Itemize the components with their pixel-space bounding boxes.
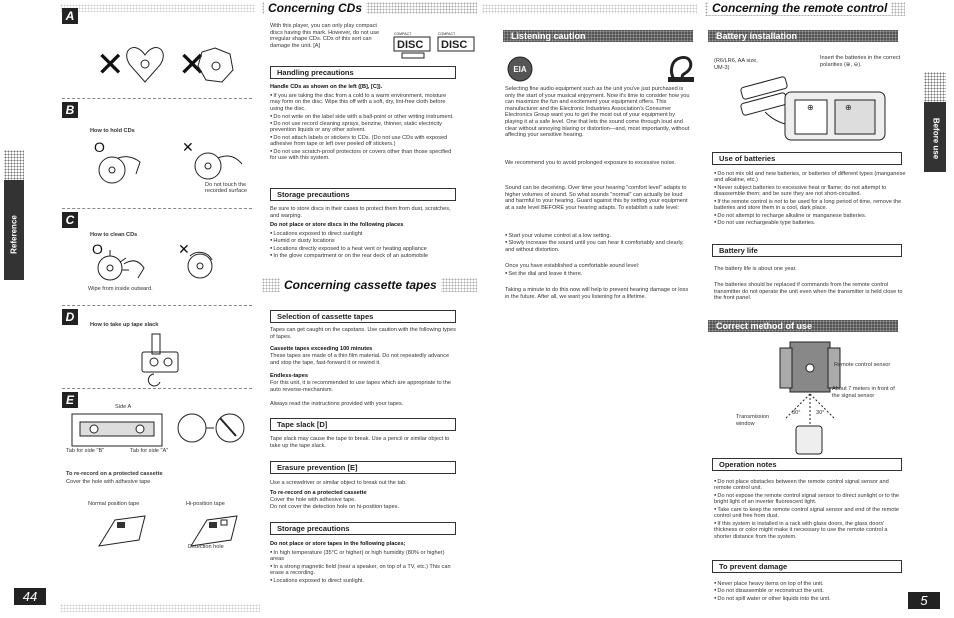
list-item: ● Do not expose the remote control signal sensor to direct sunlight or to the bright light of an inverter fluorescent light. — [714, 492, 906, 506]
top-dot-band-left — [60, 4, 255, 12]
cass-storage-head: Do not place or store tapes in the following places; — [270, 541, 406, 547]
angle-left-label: 30° — [792, 410, 801, 416]
svg-text:✕: ✕ — [182, 139, 194, 155]
handling-head: Handle CDs as shown on the left ([B], [C]). — [270, 84, 383, 90]
battery-life-text-2: The batteries should be replaced if commands from the remote control transmitter do not operate the unit even when the transmitter is held close to the front panel. — [714, 282, 903, 302]
page-number-right: 5 — [908, 592, 940, 609]
figure-letter-e: E — [62, 392, 78, 408]
cover-hole-caption: Cover the hole with adhesive tape — [66, 479, 151, 485]
rerec-text-2: Do not cover the detection hole on hi-position tapes. — [270, 504, 400, 510]
normal-tape-caption: Normal position tape — [88, 501, 140, 507]
cds-storage-box: Storage precautions — [270, 188, 456, 201]
listen-p5: Taking a minute to do this now will help to prevent hearing damage or loss in the future. After all, we want you listening for a lifetime. — [505, 287, 689, 300]
cds-section-title: Concerning CDs — [264, 1, 366, 15]
svg-text:DISC: DISC — [397, 39, 424, 51]
ear-logo-icon — [668, 55, 694, 83]
erasure-text: Use a screwdriver or similar object to break out the tab. — [270, 480, 407, 486]
endless-text: For this unit, it is recommended to use tapes which are appropriate to the auto reverse-mechanism. — [270, 380, 451, 393]
exceed-head: Cassette tapes exceeding 100 minutes — [270, 346, 373, 352]
use-of-batteries-box: Use of batteries — [712, 152, 902, 165]
list-item: ● Do not attach labels or stickers to CDs. (Do not use CDs with exposed adhesive from tape or left over peeled off stickers.) — [270, 134, 458, 148]
svg-text:✕: ✕ — [96, 46, 125, 84]
list-item: ● Do not write on the label side with a ball-point or other writing instrument. — [270, 113, 458, 120]
list-item: ● If this system is installed in a rack with glass doors, the glass doors' thickness or color might make it necessary to use the remote control a shorter distance from the system. — [714, 520, 906, 541]
cass-storage-box: Storage precautions — [270, 522, 456, 535]
page-number-left: 44 — [14, 588, 46, 605]
wipe-caption: Wipe from inside outward. — [88, 286, 153, 292]
angle-right-label: 30° — [816, 410, 825, 416]
list-item: ● If the remote control is not to be used for a long period of time, remove the batteries and store them in a cool, dark place. — [714, 198, 906, 212]
remote-section-title: Concerning the remote control — [708, 1, 891, 15]
listen-p3: Sound can be deceiving. Over time your hearing "comfort level" adapts to higher volumes of sound. So what sounds "normal" can actually be loud and harmful to your hearing. Guard against this by setting your equipment at a safe level BEFORE your hearing adapts. To establish a safe level: — [505, 185, 688, 211]
selection-box: Selection of cassette tapes — [270, 310, 456, 323]
list-item: ● In a strong magnetic field (near a speaker, on top of a TV, etc.) This can erase a recording. — [270, 563, 458, 577]
eia-logo-text: EIA — [513, 65, 527, 74]
transmission-window-label: Transmission window — [736, 414, 770, 427]
how-take-up-label: How to take up tape slack — [90, 322, 159, 328]
tab-a-label: Tab for side "A" — [130, 448, 169, 454]
list-item: ● Humid or dusty locations — [270, 237, 458, 244]
list-item: ● Do not use rechargeable type batteries. — [714, 219, 906, 226]
list-item: ● Do not spill water or other liquids into the unit. — [714, 595, 906, 602]
figure-letter-c: C — [62, 212, 78, 228]
svg-text:O: O — [92, 241, 103, 257]
operation-notes-box: Operation notes — [712, 458, 902, 471]
svg-text:COMPACT: COMPACT — [438, 32, 456, 36]
list-item: ● Do not attempt to recharge alkaline or manganese batteries. — [714, 212, 906, 219]
battery-life-box: Battery life — [712, 244, 902, 257]
rerec-head: To re-record on a protected cassette — [270, 490, 367, 496]
listen-p4: Once you have established a comfortable sound level: — [505, 263, 640, 269]
hi-tape-caption: Hi-position tape — [186, 501, 225, 507]
clean-cd-illustration — [90, 242, 250, 282]
battery-install-illustration — [735, 72, 895, 147]
figure-letter-a: A — [62, 8, 78, 24]
list-item: ● Do not disassemble or reconstruct the unit. — [714, 587, 906, 594]
list-item: ● Take care to keep the remote control signal sensor and end of the remote control unit free from dust. — [714, 506, 906, 520]
side-label-reference: Reference — [9, 215, 19, 254]
list-item: ● Do not place obstacles between the remote control signal sensor and remote control unit. — [714, 478, 906, 492]
side-a-label: Side A — [115, 404, 132, 410]
use-batteries-list — [714, 170, 906, 227]
list-item: ● Never subject batteries to excessive heat or flame; do not attempt to disassemble them; and be sure they are not short-circuited. — [714, 184, 906, 198]
listening-caution-title: Listening caution — [511, 31, 586, 41]
svg-text:DISC: DISC — [441, 39, 468, 51]
eia-logo — [506, 55, 534, 83]
remote-usage-illustration — [760, 338, 840, 458]
irregular-cd-illustration — [90, 40, 240, 90]
list-item: ● Do not use record cleaning sprays, benzine, thinner, static electricity prevention liquids or any other solvent. — [270, 120, 458, 134]
detection-hole-caption: Detection hole — [188, 544, 224, 550]
list-item: ● Locations exposed to direct sunlight. — [270, 577, 458, 584]
selection-text: Tapes can get caught on the capstans. Use caution with the following types of tapes. — [270, 327, 456, 340]
list-item: ● In the glove compartment or on the rear deck of an automobile — [270, 252, 458, 259]
side-tab-reference — [4, 150, 24, 280]
list-item: ● Set the dial and leave it there. — [505, 270, 693, 277]
battery-install-header — [708, 30, 898, 42]
list-item: ● Do not use scratch-proof protectors or covers other than those specified for use with this system. — [270, 148, 458, 162]
list-item: ● In high temperature (35°C or higher) or high humidity (80% or higher) areas — [270, 549, 458, 563]
insert-text: Insert the batteries in the correct polarities (⊕, ⊖). — [820, 55, 901, 68]
no-touch-caption: Do not touch the recorded surface — [205, 182, 247, 194]
listen-list-2 — [505, 270, 693, 277]
svg-text:⊕: ⊕ — [807, 103, 814, 112]
cds-storage-text: Be sure to store discs in their cases to protect them from dust, scratches, and warping. — [270, 206, 451, 219]
handling-list — [270, 92, 458, 162]
svg-text:✕: ✕ — [178, 46, 207, 84]
list-item: ● Slowly increase the sound until you can hear it comfortably and clearly, and without distortion. — [505, 239, 693, 253]
svg-text:✕: ✕ — [178, 241, 190, 257]
handling-precautions-box: Handling precautions — [270, 66, 456, 79]
listen-p1: Selecting fine audio equipment such as the unit you've just purchased is only the start of your musical enjoyment. Now it's time to consider how you can maximize the fun and excitement your equipment offers. This manufacturer and the Electronic Industries Association's Consumer Electronics Group want you to get the most out of your equipment by playing it at a safe level. One that lets the sound come through loud and clear without annoying blaring or distortion—and, most importantly, without affecting your sensitive hearing. — [505, 86, 690, 139]
svg-text:⊕: ⊕ — [845, 103, 852, 112]
sensor-label: Remote control sensor — [834, 362, 891, 368]
correct-method-title: Correct method of use — [716, 321, 813, 331]
top-dot-band-right — [482, 4, 697, 14]
battery-install-title: Battery installation — [716, 31, 798, 41]
slack-box: Tape slack [D] — [270, 418, 456, 431]
list-item: ● Locations exposed to direct sunlight — [270, 230, 458, 237]
list-item: ● Locations directly exposed to a heat vent or heating appliance — [270, 245, 458, 252]
cds-storage-list — [270, 230, 458, 260]
svg-text:O: O — [94, 139, 105, 155]
about-7m-label: About 7 meters in front of the signal sensor — [832, 386, 895, 399]
side-tab-before-use — [924, 72, 946, 172]
cass-storage-list — [270, 549, 458, 584]
endless-head: Endless-tapes — [270, 373, 308, 379]
tab-b-label: Tab for side "B" — [66, 448, 105, 454]
list-item: ● If you are taking the disc from a cold to a warm environment, moisture may form on the disc. Wipe this off with a soft, dry, lint-free cloth before using the disc. — [270, 92, 458, 113]
how-to-clean-label: How to clean CDs — [90, 232, 138, 238]
figure-letter-b: B — [62, 102, 78, 118]
compact-disc-logos — [392, 32, 480, 60]
prevent-damage-list — [714, 580, 906, 602]
always-text: Always read the instructions provided with your tapes. — [270, 401, 404, 407]
erasure-box: Erasure prevention [E] — [270, 461, 456, 474]
listen-list — [505, 232, 693, 253]
listen-p2: We recommend you to avoid prolonged exposure to excessive noise. — [505, 160, 676, 166]
slack-text: Tape slack may cause the tape to break. Use a pencil or similar object to take up the tape slack. — [270, 436, 450, 449]
battery-type-text: (R6/LR6, AA size, UM-3) — [714, 58, 758, 71]
list-item: ● Never place heavy items on top of the unit. — [714, 580, 906, 587]
svg-text:COMPACT: COMPACT — [394, 32, 412, 36]
cds-intro-text: With this player, you can only play compact discs having this mark. However, do not use irregular shape CDs. CDs of this sort can damage the unit. [A] — [270, 23, 380, 49]
rerec-text-1: Cover the hole with adhesive tape. — [270, 497, 356, 503]
rerecord-label: To re-record on a protected cassette — [66, 471, 163, 477]
how-to-hold-label: How to hold CDs — [90, 128, 135, 134]
correct-method-header — [708, 320, 898, 332]
listening-caution-header — [503, 30, 693, 42]
exceed-text: These tapes are made of a thin film material. Do not repeatedly advance and stop the tape, fast-forward it or rewind it. — [270, 353, 450, 366]
hold-cd-illustration — [90, 138, 250, 188]
prevent-damage-box: To prevent damage — [712, 560, 902, 573]
battery-life-text-1: The battery life is about one year. — [714, 266, 797, 272]
cass-section-title: Concerning cassette tapes — [280, 278, 441, 292]
figure-letter-d: D — [62, 309, 78, 325]
side-label-before-use: Before use — [931, 117, 941, 160]
list-item: ● Start your volume control at a low setting. — [505, 232, 693, 239]
list-item: ● Do not mix old and new batteries, or batteries of different types (manganese and alkaline, etc.) — [714, 170, 906, 184]
cds-storage-head: Do not place or store discs in the following places — [270, 222, 404, 228]
cassette-tab-illustration — [70, 410, 250, 450]
pencil-tape-illustration — [140, 332, 190, 387]
operation-notes-list — [714, 478, 906, 540]
